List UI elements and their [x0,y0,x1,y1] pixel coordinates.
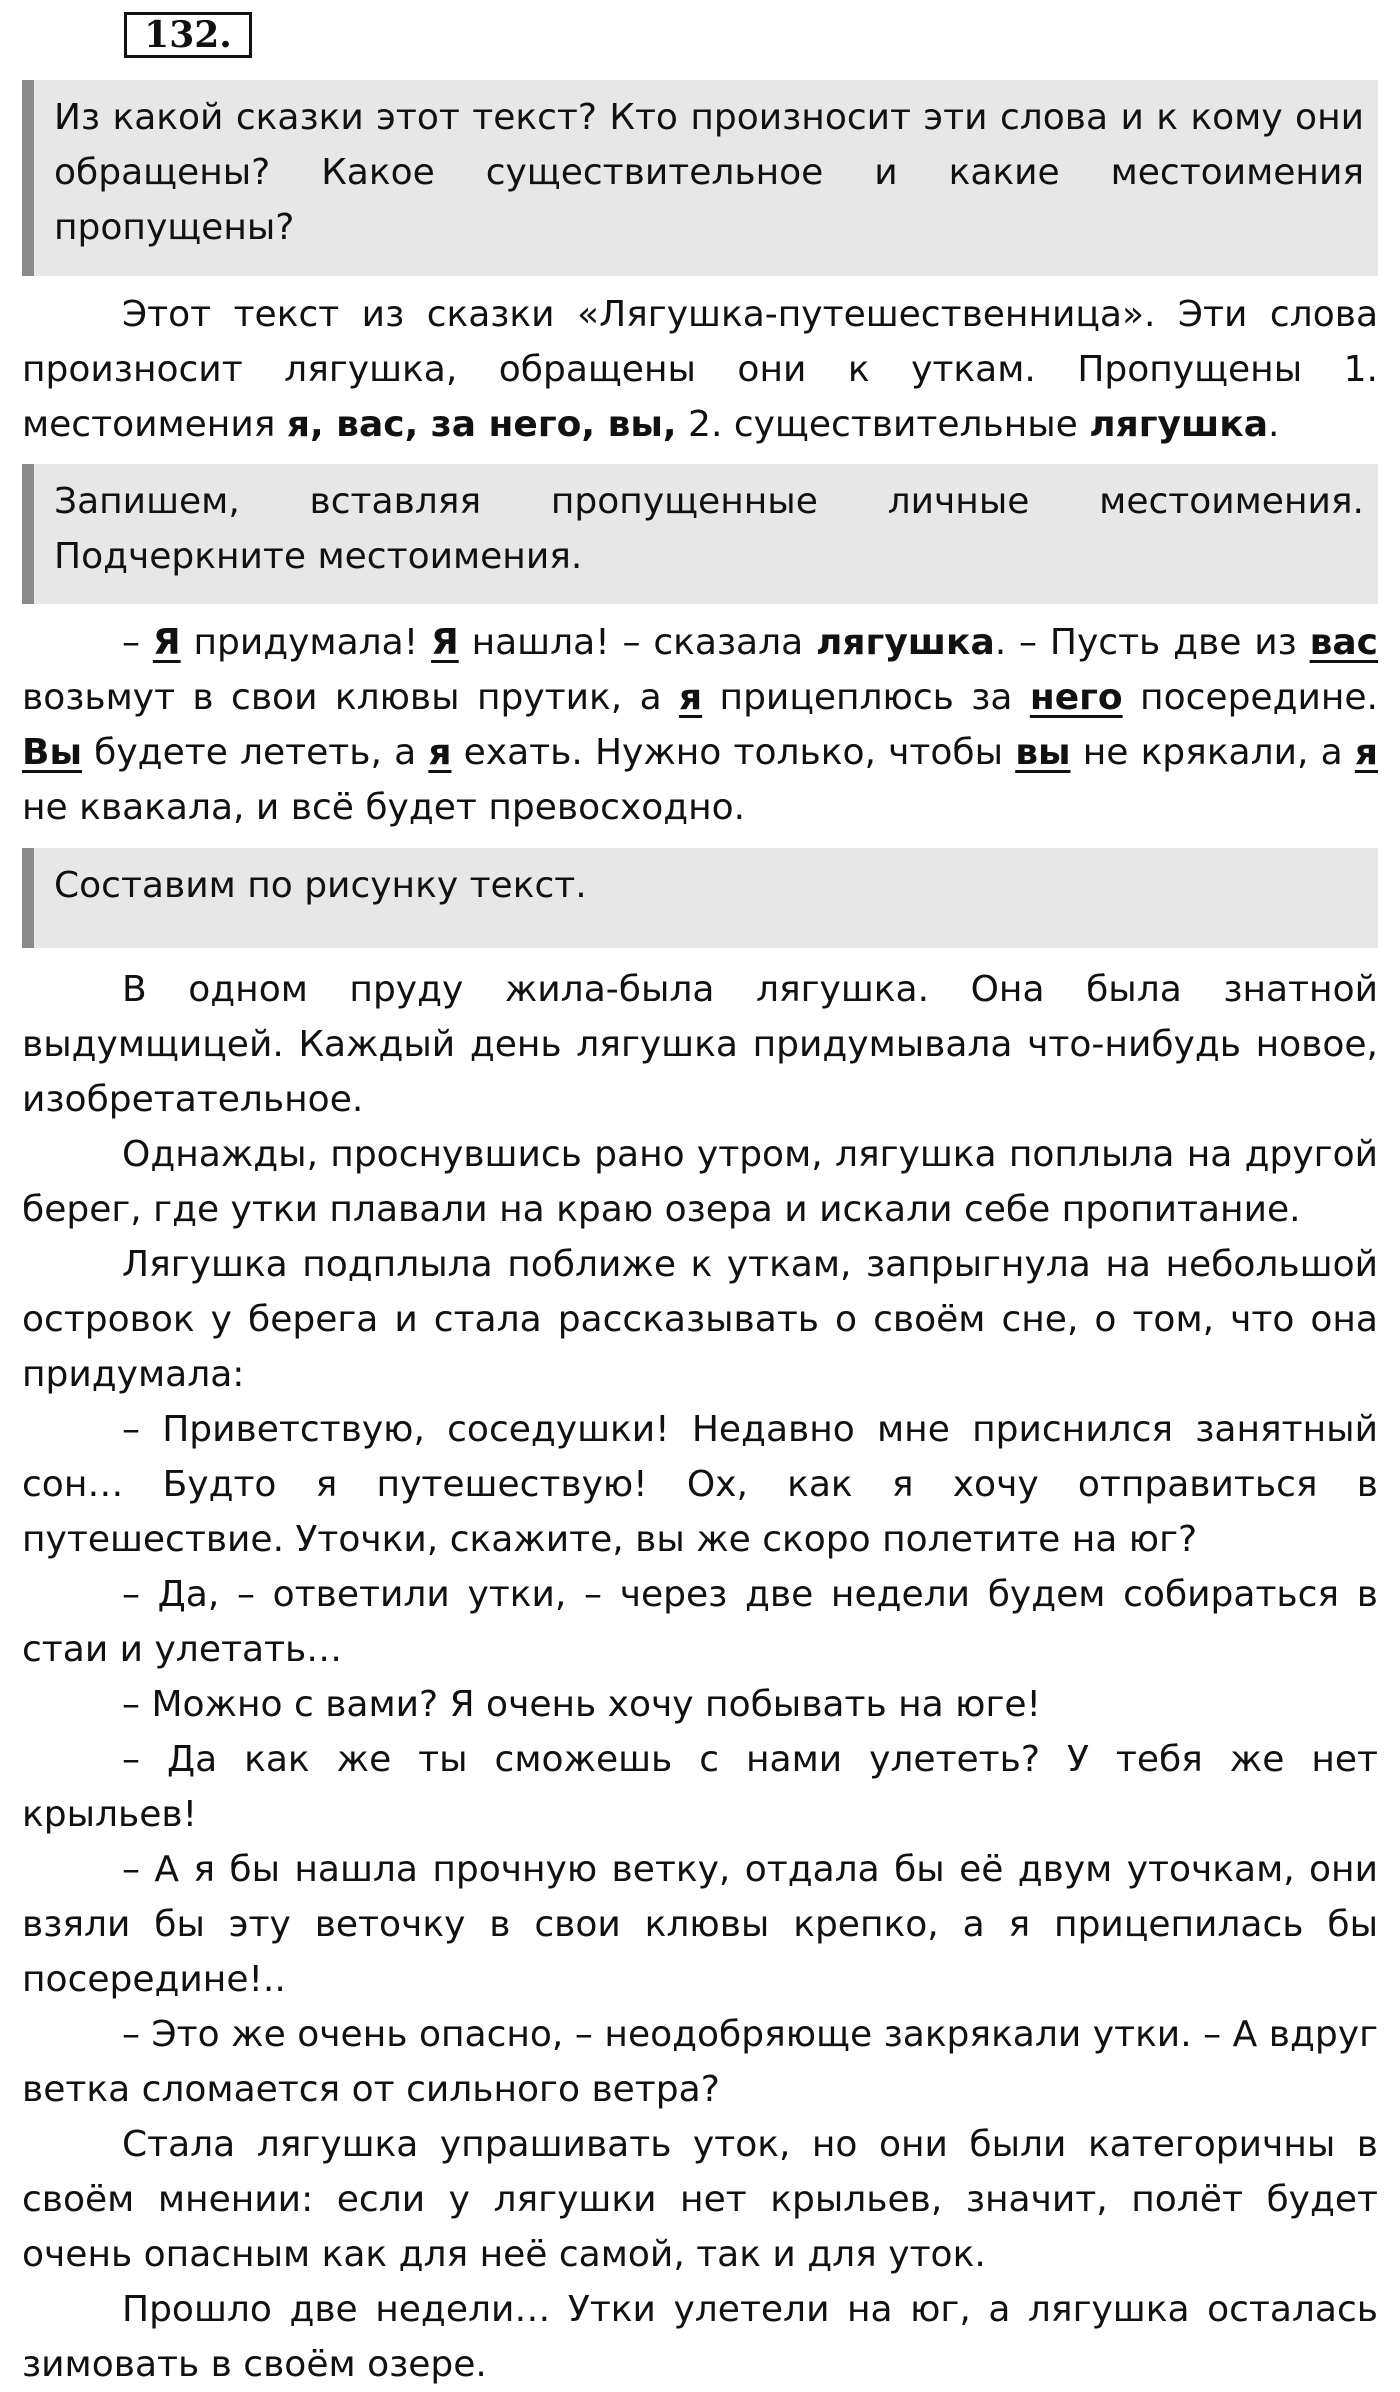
story-paragraph: – Да, – ответили утки, – через две недели будем собираться в стаи и улетать… [22,1574,1378,1670]
inserted-noun: лягушка [816,622,995,663]
answer-1-text: . [1267,404,1280,445]
answer-1 [22,287,1378,452]
story-paragraph: – Это же очень опасно, – неодобряюще закрякали утки. – А вдруг ветка сломается от сильного ветра? [22,2014,1378,2110]
answer-2-text: нашла! – сказала [458,622,817,663]
underlined-pronoun: я [428,732,452,773]
story-paragraph: – Приветствую, соседушки! Недавно мне приснился занятный сон… Будто я путешествую! Ох, как я хочу отправиться в путешествие. Уточки, скажите, вы же скоро полетите на юг? [22,1409,1378,1560]
answer-2-text: посередине. [1122,677,1378,718]
underlined-pronoun: Я [152,622,181,663]
answer-2-text: – [122,622,153,663]
underlined-pronoun: Вы [22,732,82,773]
task-question-1 [22,80,1378,276]
story-paragraph: В одном пруду жила-была лягушка. Она была знатной выдумщицей. Каждый день лягушка придумывала что-нибудь новое, изобретательное. [22,969,1378,1120]
underlined-pronoun: Я [431,622,459,663]
answer-1-noun: лягушка [1089,404,1268,445]
story-paragraph: Лягушка подплыла поближе к уткам, запрыгнула на небольшой островок у берега и стала рассказывать о своём сне, о том, что она придумала: [22,1244,1378,1395]
answer-1-text: Этот текст из сказки «Лягушка-путешественница». Эти слова произносит лягушка, обращены они к уткам. Пропущены 1. местоимения [22,294,1378,445]
story-paragraph: Прошло две недели… Утки улетели на юг, а лягушка осталась зимовать в своём озере. [22,2289,1378,2385]
underlined-pronoun: вы [1015,732,1071,773]
task-question-1-text: Из какой сказки этот текст? Кто произносит эти слова и к кому они обращены? Какое существительное и какие местоимения пропущены? [54,97,1364,248]
answer-2-text: возьмут в свои клювы прутик, а [22,677,680,718]
answer-2-paragraph [22,615,1378,835]
story-paragraph: – Можно с вами? Я очень хочу побывать на юге! [122,1684,1041,1725]
answer-1-paragraph [22,287,1378,452]
story-paragraph: Стала лягушка упрашивать уток, но они были категоричны в своём мнении: если у лягушки нет крыльев, значит, полёт будет очень опасным как для неё самой, так и для уток. [22,2124,1378,2275]
answer-2 [22,615,1378,835]
answer-2-text: будете лететь, а [82,732,429,773]
answer-2-text: прицеплюсь за [702,677,1030,718]
story-paragraph: Однажды, проснувшись рано утром, лягушка поплыла на другой берег, где утки плавали на краю озера и искали себе пропитание. [22,1134,1378,1230]
underlined-pronoun: него [1029,677,1123,718]
story-paragraph: – Да как же ты сможешь с нами улететь? У тебя же нет крыльев! [22,1739,1378,1835]
answer-2-text: . – Пусть две из [994,622,1310,663]
underlined-pronoun: я [679,677,703,718]
answer-1-text: 2. существительные [676,404,1090,445]
story-paragraph: – А я бы нашла прочную ветку, отдала бы её двум уточкам, они взяли бы эту веточку в свои клювы крепко, а я прицепилась бы посередине!.. [22,1849,1378,2000]
answer-2-text: не квакала, и всё будет превосходно. [22,787,746,828]
answer-2-text: придумала! [180,622,431,663]
answer-2-text: ехать. Нужно только, чтобы [451,732,1016,773]
task-question-3-text: Составим по рисунку текст. [54,865,587,906]
story [22,962,1378,2392]
answer-2-text: не крякали, а [1070,732,1355,773]
underlined-pronoun: вас [1309,622,1379,663]
exercise-number: 132. [124,12,252,58]
underlined-pronoun: я [1354,732,1379,773]
task-question-3 [22,848,1378,948]
task-question-2 [22,464,1378,604]
answer-1-pronouns: я, вас, за него, вы, [286,404,677,445]
task-question-2-text: Запишем, вставляя пропущенные личные местоимения. Подчеркните местоимения. [54,481,1364,577]
